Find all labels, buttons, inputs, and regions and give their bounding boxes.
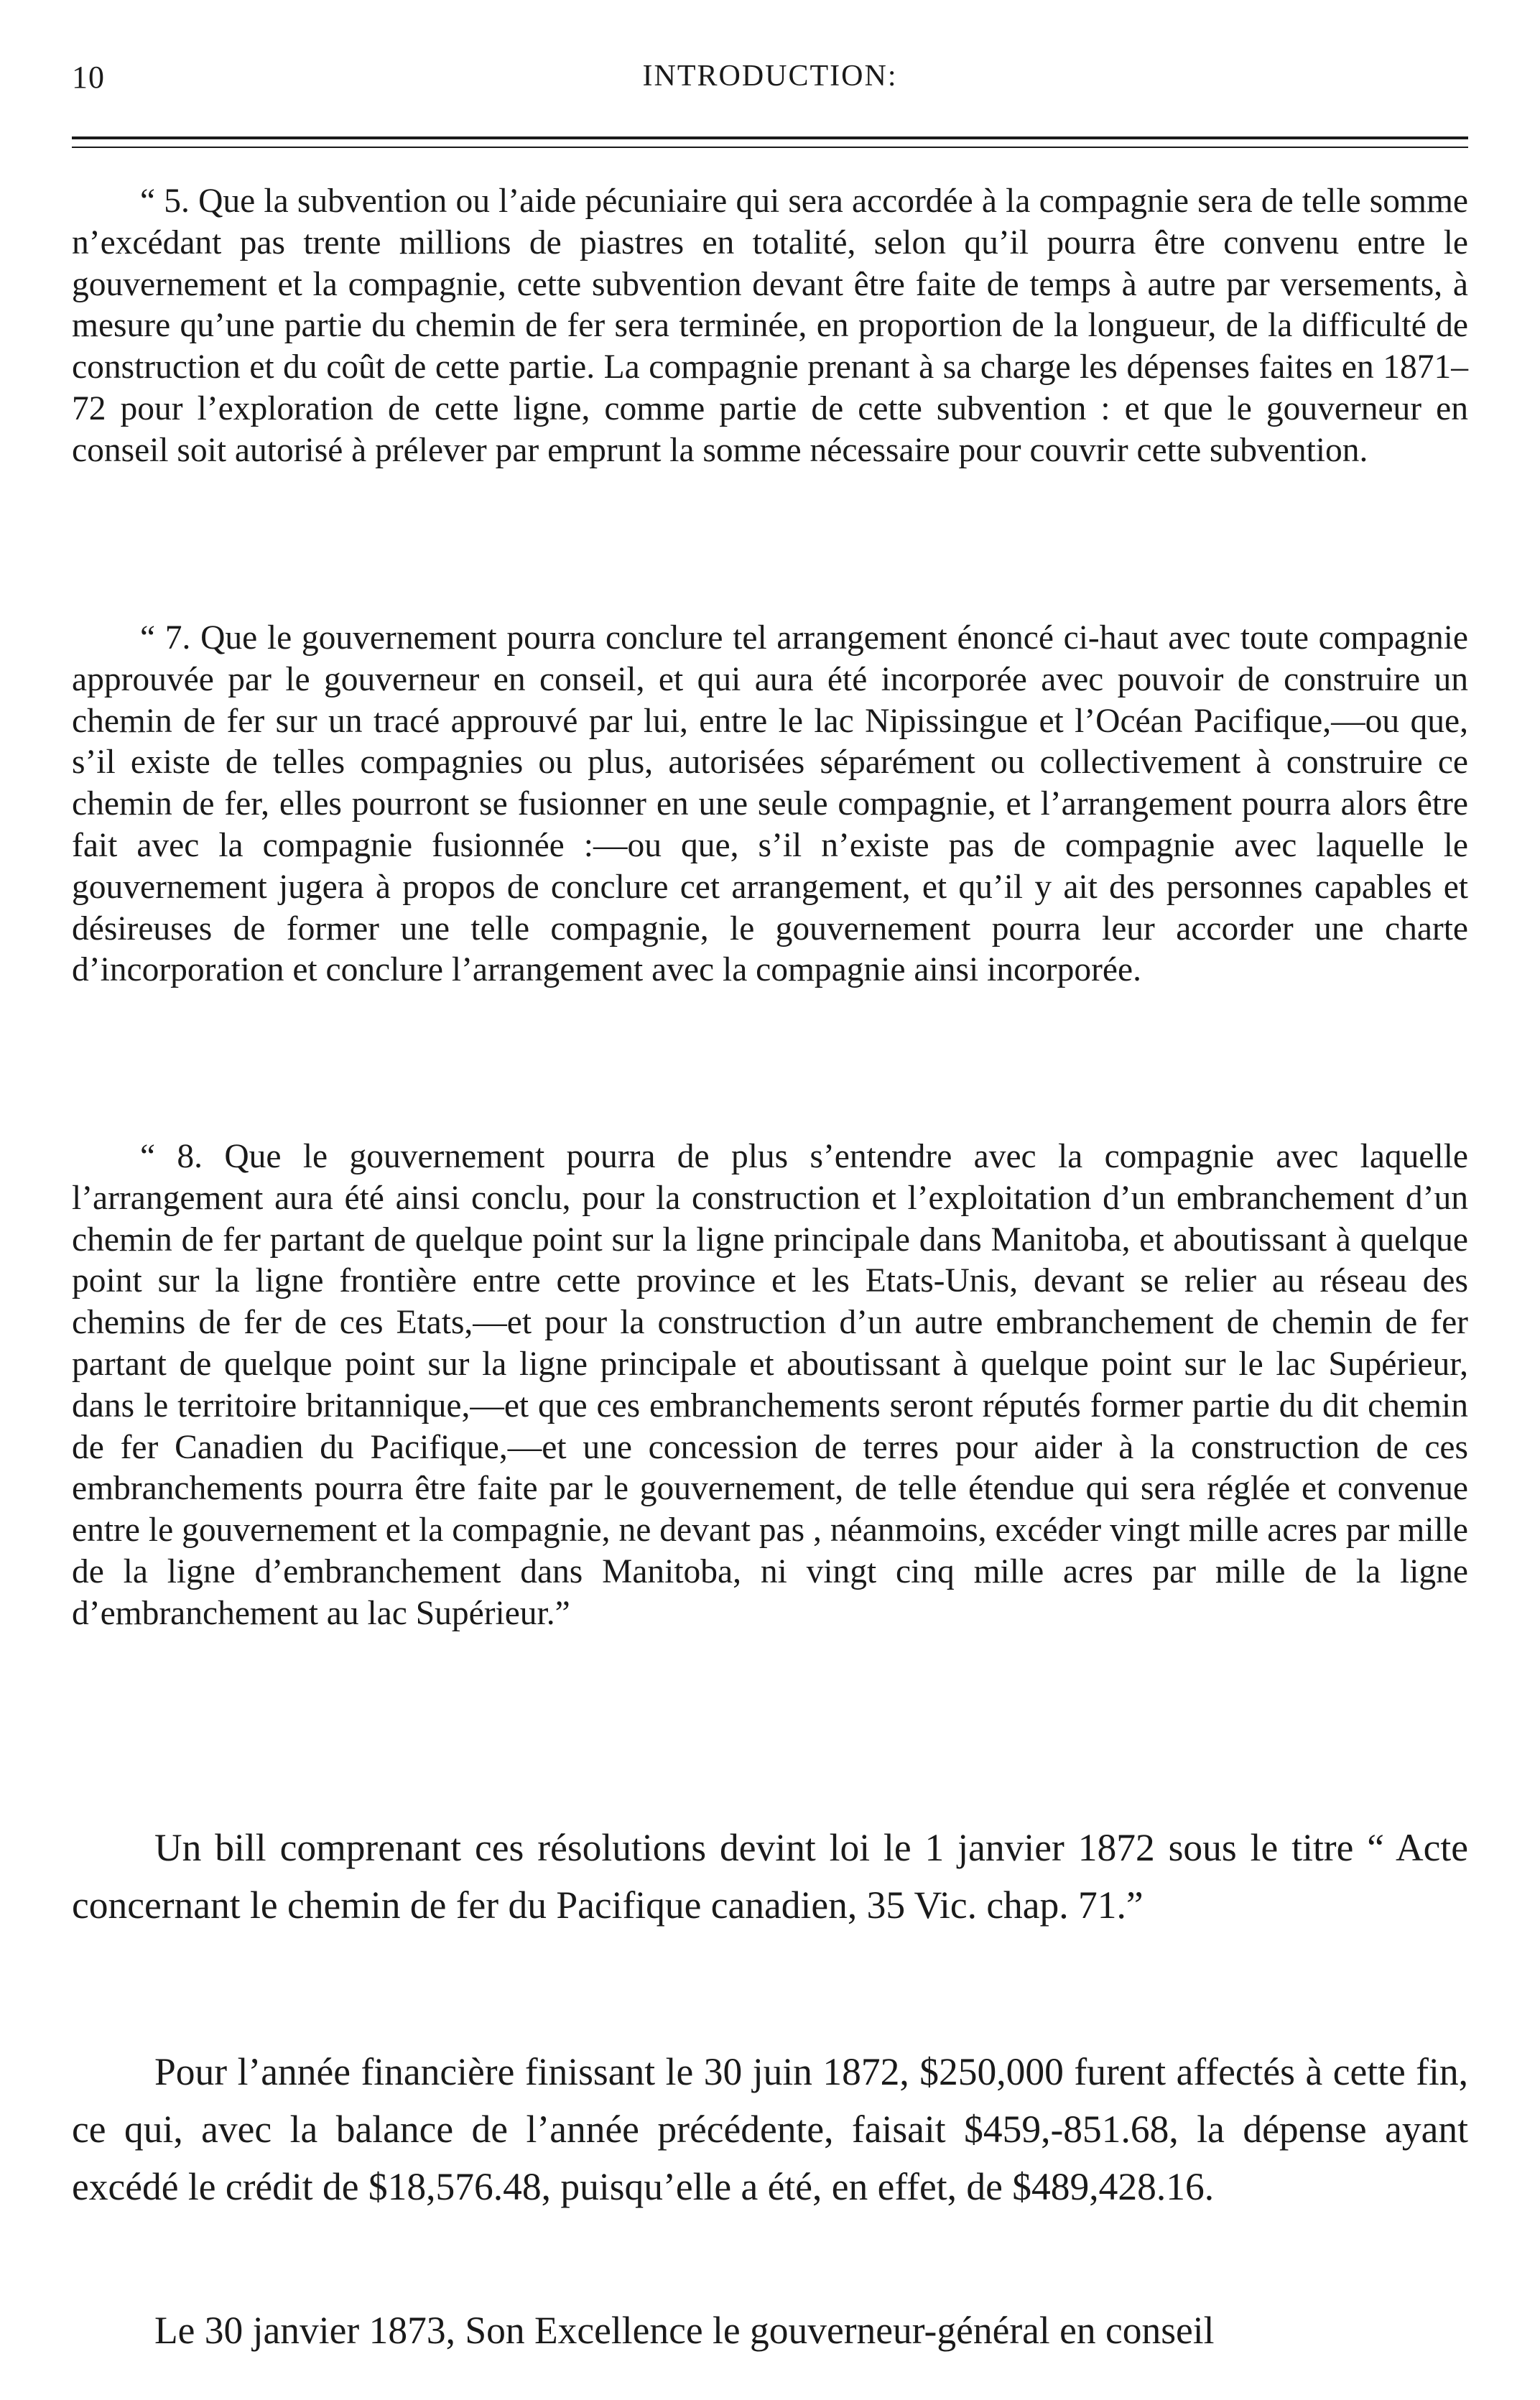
page-number: 10 [72,60,105,95]
header-rule-thick [72,136,1468,139]
running-title: INTRODUCTION: [642,60,898,93]
body-paragraph-fiscal-year: Pour l’année financière finissant le 30 juin 1872, $250,000 furent affectés à cette fin, ce qui, avec la balance de l’année précédente, faisait $459,-851.68, la dépense ayant excédé le crédit de $18,576.48, puisqu’elle a été, en effet, de $489,428.16. [72,2050,1468,2208]
body-paragraph-governor: Le 30 janvier 1873, Son Excellence le gouverneur-général en conseil [154,2309,1215,2352]
header-rule-thin [72,147,1468,148]
running-header [72,59,1468,102]
quoted-resolution-8: “ 8. Que le gouvernement pourra de plus s’entendre avec la compagnie avec laquelle l’arrangement aura été ainsi conclu, pour la construction et l’exploitation d’un embranchement d’un chemin de fer partant de quelque point sur la ligne principale dans Manitoba, et aboutissant à quelque point sur la ligne frontière entre cette province et les Etats-Unis, devant se relier au réseau des chemins de fer de ces Etats,—et pour la construction d’un autre embranchement de chemin de fer partant de quelque point sur la ligne principale et aboutissant à quelque point sur le lac Supérieur, dans le territoire britannique,—et que ces embranchements seront réputés former partie du dit chemin de fer Canadien du Pacifique,—et une concession de terres pour aider à la construction de ces embranchements pourra être faite par le gouvernement, de telle étendue qui sera réglée et convenue entre le gouvernement et la compagnie, ne devant pas , néanmoins, excéder vingt mille acres par mille de la ligne d’embranchement dans Manitoba, ni vingt cinq mille acres par mille de la ligne d’embranchement au lac Supérieur.” [72,1138,1468,1632]
quoted-resolution-5: “ 5. Que la subvention ou l’aide pécuniaire qui sera accordée à la compagnie sera de telle somme n’excédant pas trente millions de piastres en totalité, selon qu’il pourra être convenu entre le gouvernement et la compagnie, cette subvention devant être faite de temps à autre par versements, à mesure qu’une partie du chemin de fer sera terminée, en proportion de la longueur, de la difficulté de construction et du coût de cette partie. La compagnie prenant à sa charge les dépenses faites en 1871–72 pour l’exploration de cette ligne, comme partie de cette subvention : et que le gouverneur en conseil soit autorisé à prélever par emprunt la somme nécessaire pour couvrir cette subvention. [72,182,1468,469]
body-paragraph-bill: Un bill comprenant ces résolutions devint loi le 1 janvier 1872 sous le titre “ Acte concernant le chemin de fer du Pacifique canadien, 35 Vic. chap. 71.” [72,1826,1468,1927]
quoted-resolution-7: “ 7. Que le gouvernement pourra conclure tel arrangement énoncé ci-haut avec toute compagnie approuvée par le gouverneur en conseil, et qui aura été incorporée avec pouvoir de construire un chemin de fer sur un tracé approuvé par lui, entre le lac Nipissingue et l’Océan Pacifique,—ou que, s’il existe de telles compagnies ou plus, autorisées séparément ou collectivement à construire ce chemin de fer, elles pourront se fusionner en une seule compagnie, et l’arrangement pourra alors être fait avec la compagnie fusionnée :—ou que, s’il n’existe pas de compagnie avec laquelle le gouvernement jugera à propos de conclure cet arrangement, et qu’il y ait des personnes capables et désireuses de former une telle compagnie, le gouvernement pourra leur accorder une charte d’incorporation et conclure l’arrangement avec la compagnie ainsi incorporée. [72,619,1468,989]
